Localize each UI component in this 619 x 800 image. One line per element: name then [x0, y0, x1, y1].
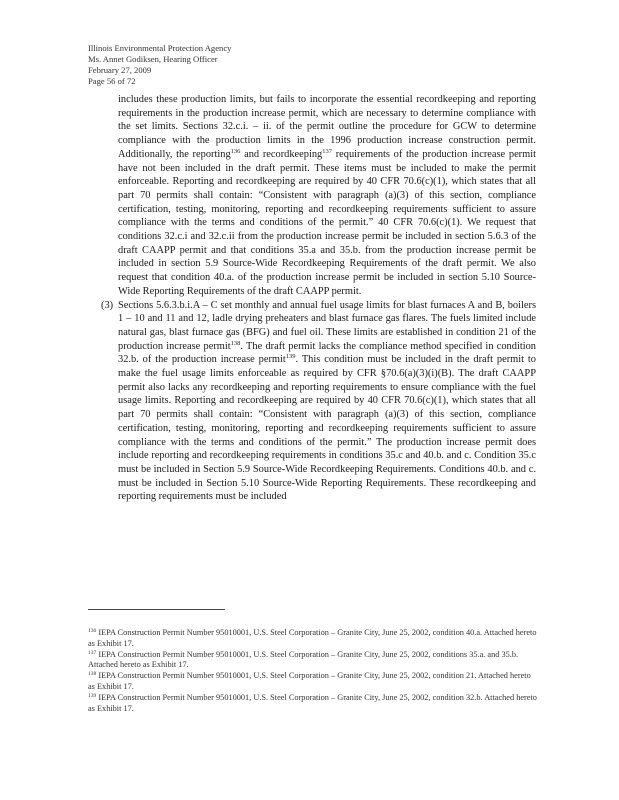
- footnote-ref-136: 136: [230, 147, 241, 155]
- numbered-item-3: (3) Sections 5.6.3.b.i.A – C set monthly and annual fuel usage limits for blast furnaces A and B, boilers 1 – 10 and 11 and 12, ladle drying preheaters and blast furnace gas flares. The fuels limited include natural gas, blast furnace gas (BFG) and fuel oil. These limits are established in condition 21 of the production increase permit$^{138}$. The draft permit lacks the compliance method specified in condition 32.b. of the production increase permit$^{139}$. This condition must be included in the draft permit to make the fuel usage limits enforceable as required by CFR §70.6(a)(3)(i)(B). The draft CAAPP permit also lacks any recordkeeping and reporting requirements to ensure compliance with the fuel usage limits. Reporting and recordkeeping are required by 40 CFR 70.6(c)(1), which states that all part 70 permits shall contain: “Consistent with paragraph (a)(3) of this section, compliance certification, testing, monitoring, reporting and recordkeeping requirements sufficient to assure compliance with the terms and conditions of the permit.” The production increase permit does include reporting and recordkeeping requirements in conditions 35.c and 40.b. and c. Condition 35.c must be included in Section 5.9 Source-Wide Recordkeeping Requirements. Conditions 40.b. and c. must be included in Section 5.10 Source-Wide Reporting Requirements. These recordkeeping and reporting requirements must be included: [101, 299, 536, 503]
- footnotes: [88, 628, 538, 715]
- document-body: [101, 93, 536, 504]
- letter-date: February 27, 2009: [88, 65, 152, 75]
- footnote: $^{138}$ IEPA Construction Permit Number 95010001, U.S. Steel Corporation – Granite City, June 25, 2002, condition 21. Attached hereto as Exhibit 17.: [88, 671, 531, 691]
- footnote-ref-138: 138: [230, 339, 241, 347]
- footnote-ref-139: 139: [285, 353, 296, 361]
- footnote: $^{137}$ IEPA Construction Permit Number 95010001, U.S. Steel Corporation – Granite City, June 25, 2002, conditions 35.a. and 35.b. Attached hereto as Exhibit 17.: [88, 649, 519, 670]
- footnote-ref-137: 137: [322, 147, 332, 155]
- footnote-divider: [88, 609, 225, 610]
- recipient-name: Ms. Annet Godiksen, Hearing Officer: [88, 54, 218, 64]
- footnote: $^{139}$ IEPA Construction Permit Number 95010001, U.S. Steel Corporation – Granite City, June 25, 2002, condition 32.b. Attached hereto as Exhibit 17.: [88, 693, 537, 713]
- item-number: (3): [101, 299, 114, 311]
- agency-name: Illinois Environmental Protection Agency: [88, 43, 232, 53]
- footnote: $^{136}$ IEPA Construction Permit Number 95010001, U.S. Steel Corporation – Granite City, June 25, 2002, condition 40.a. Attached hereto as Exhibit 17.: [88, 628, 537, 648]
- letter-header: [88, 43, 231, 87]
- continuation-paragraph: includes these production limits, but fails to incorporate the essential recordkeeping and reporting requirements in the production increase permit, which are necessary to determine compliance with the set limits. Sections 32.c.i. – ii. of the permit outline the procedure for GCW to determine compliance with the production limits in the 1996 production increase construction permit. Additionally, the reporting$^{136}$ and recordkeeping$^{137}$ requirements of the production increase permit have not been included in the draft permit. These items must be included to make the permit enforceable. Reporting and recordkeeping are required by 40 CFR 70.6(c)(1), which states that all part 70 permits shall contain: “Consistent with paragraph (a)(3) of this section, compliance certification, testing, monitoring, reporting and recordkeeping requirements sufficient to assure compliance with the terms and conditions of the permit.” 40 CFR 70.6(c)(1). We request that conditions 32.c.i and 32.c.ii from the production increase permit be included in section 5.6.3 of the draft CAAPP permit and that conditions 35.a and 35.b. from the production increase permit be included in section 5.9 Source-Wide Recordkeeping Requirements of the draft permit. We also request that condition 40.a. of the production increase permit be included in section 5.10 Source-Wide Reporting Requirements of the draft CAAPP permit.: [118, 94, 536, 297]
- page-number: Page 56 of 72: [88, 76, 136, 86]
